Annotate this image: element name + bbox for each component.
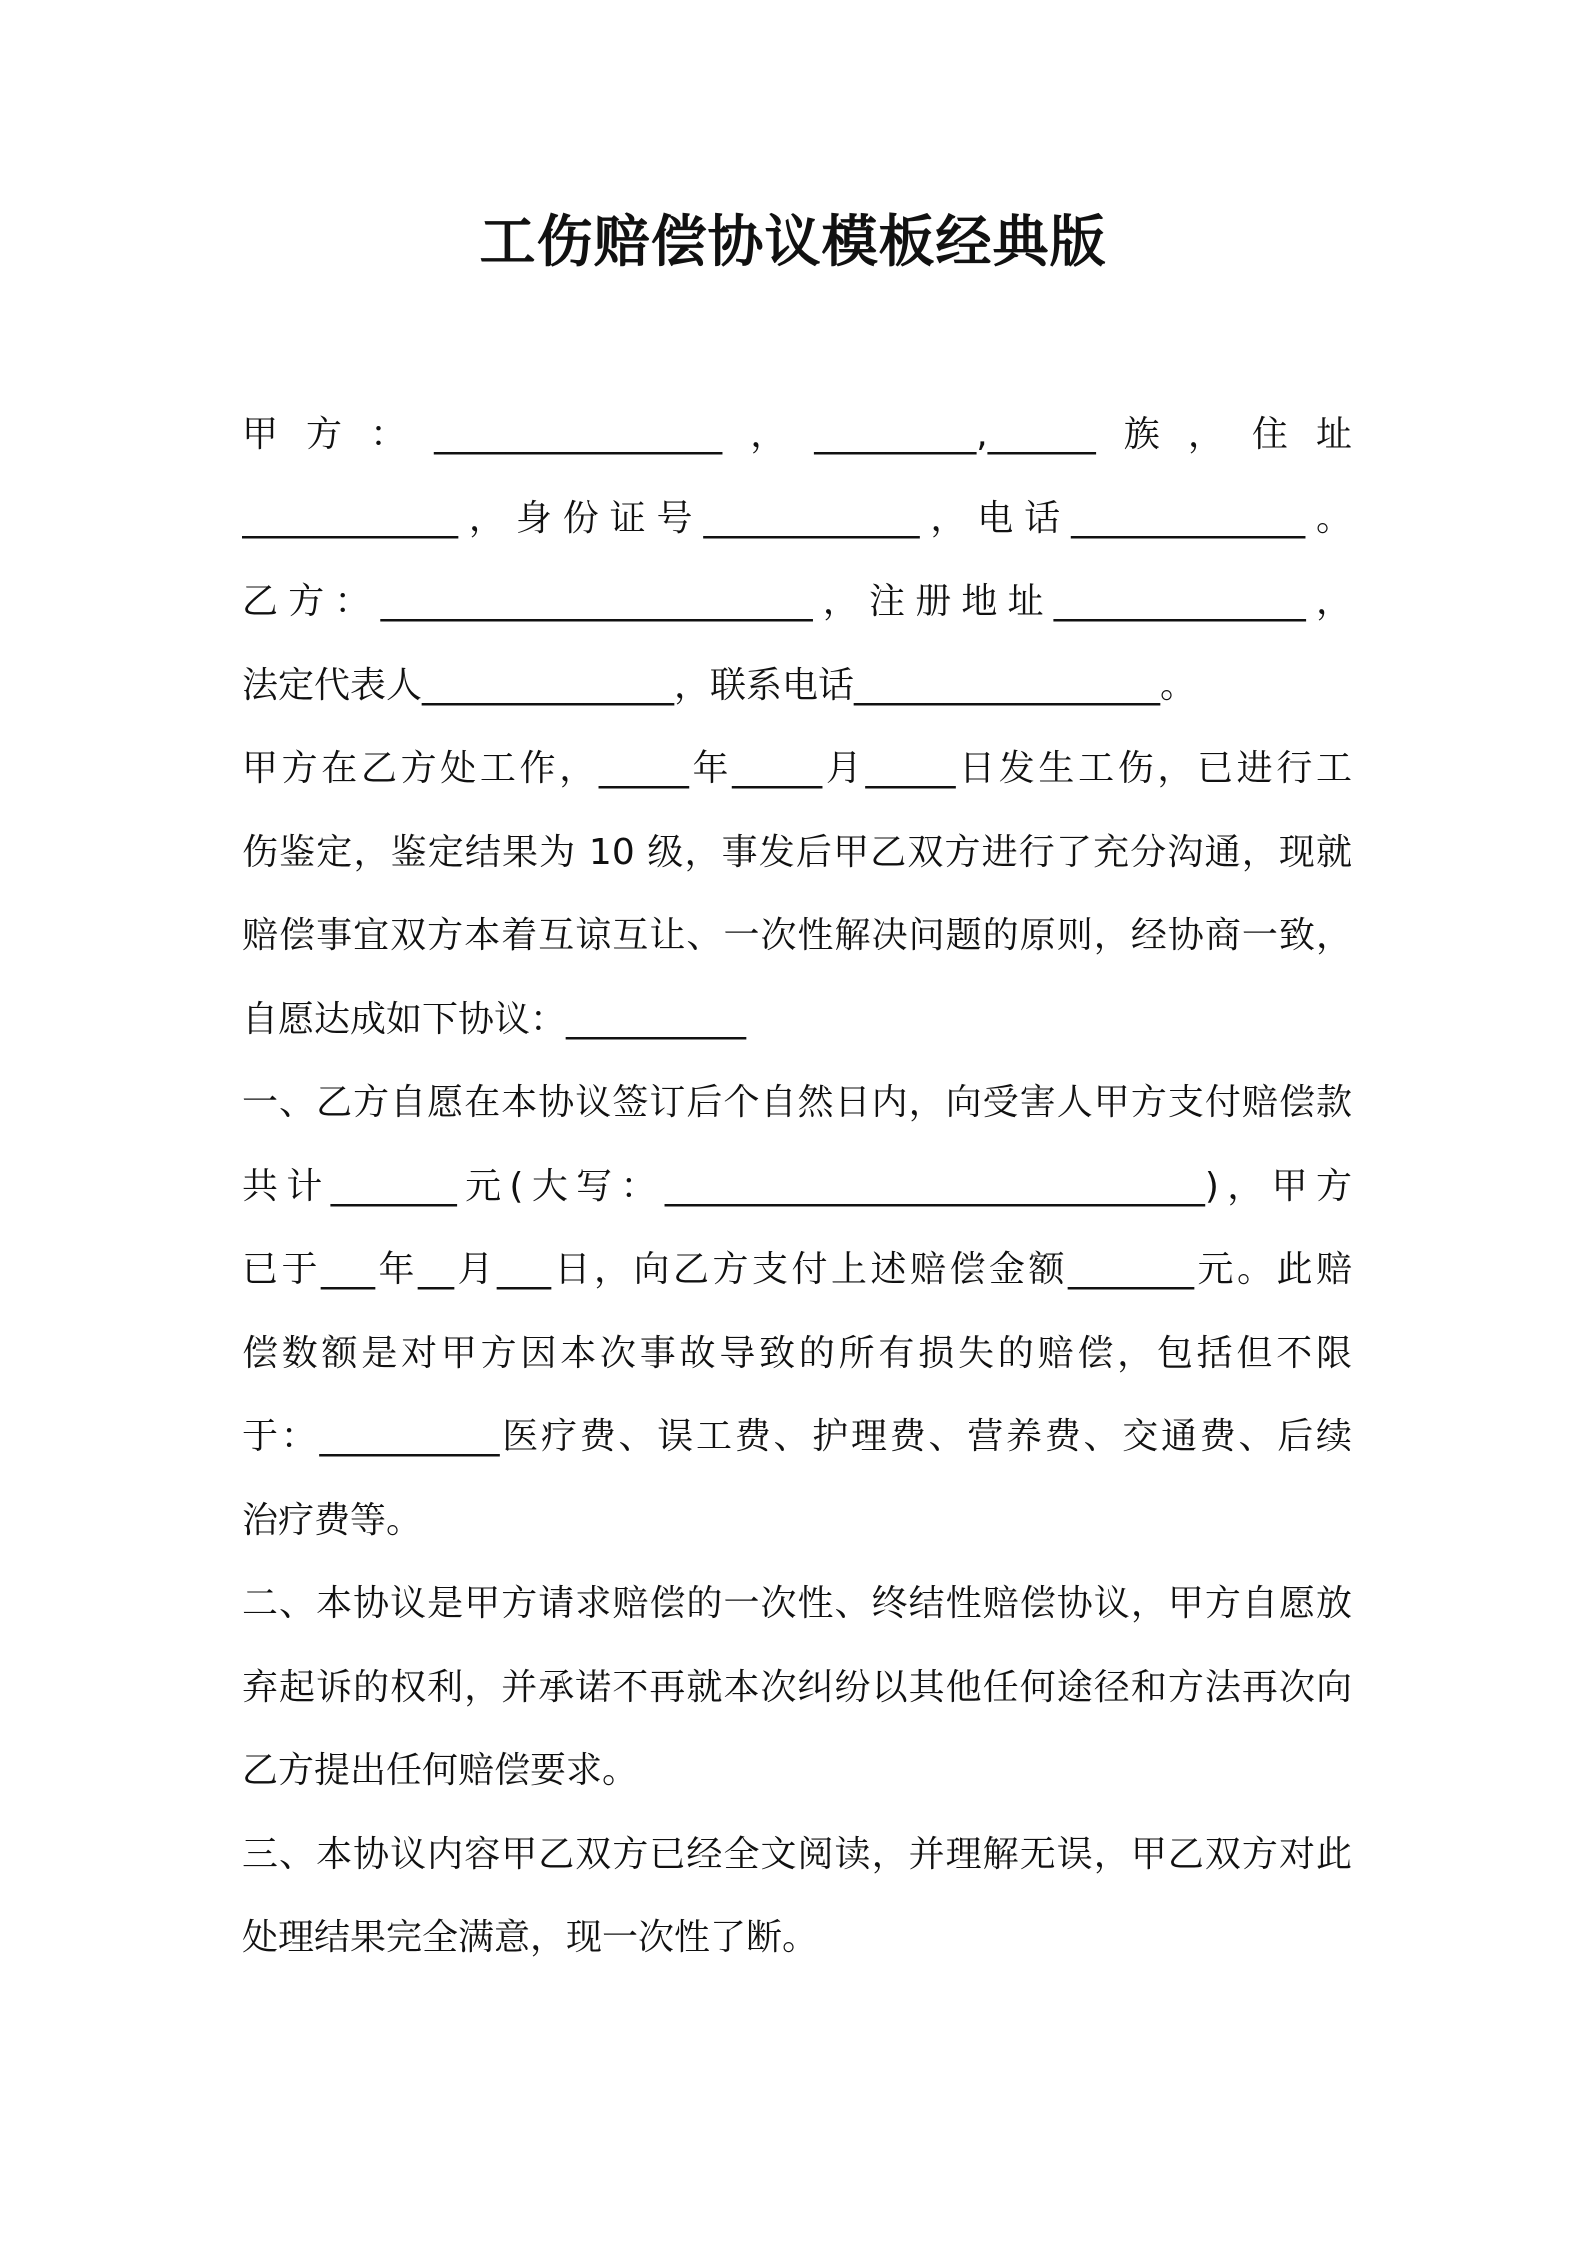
document-title: 工伤赔偿协议模板经典版 (479, 210, 1107, 275)
clause-1-line-6: 治疗费等。 (242, 1500, 423, 1541)
preamble-line-3: 赔偿事宜双方本着互谅互让、一次性解决问题的原则，经协商一致， (242, 915, 1352, 956)
party-a-line-2: ____________，身份证号____________，电话_____________。 (242, 498, 1352, 539)
preamble-line-1: 甲方在乙方处工作，_____年_____月_____日发生工伤，已进行工 (242, 748, 1352, 789)
clause-3-line-1: 三、本协议内容甲乙双方已经全文阅读，并理解无误，甲乙双方对此 (242, 1834, 1352, 1875)
clause-3-line-2: 处理结果完全满意，现一次性了断。 (242, 1917, 819, 1958)
clause-1-line-2: 共计_______元(大写：______________________________)，甲方 (242, 1166, 1352, 1207)
party-b-line-2: 法定代表人______________，联系电话_________________。 (242, 665, 1197, 706)
party-a-line-1: 甲方：________________，_________,______族，住址 (242, 414, 1352, 455)
clause-1-line-4: 偿数额是对甲方因本次事故导致的所有损失的赔偿，包括但不限 (242, 1333, 1352, 1374)
clause-1-line-1: 一、乙方自愿在本协议签订后个自然日内，向受害人甲方支付赔偿款 (242, 1082, 1352, 1123)
clause-1-line-3: 已于___年__月___日，向乙方支付上述赔偿金额_______元。此赔 (242, 1249, 1352, 1290)
preamble-line-4: 自愿达成如下协议：__________ (242, 999, 747, 1040)
party-b-line-1: 乙方：________________________，注册地址______________， (242, 581, 1352, 622)
clause-2-line-3: 乙方提出任何赔偿要求。 (242, 1750, 639, 1791)
preamble-line-2: 伤鉴定，鉴定结果为 10 级，事发后甲乙双方进行了充分沟通，现就 (242, 832, 1352, 873)
clause-2-line-2: 弃起诉的权利，并承诺不再就本次纠纷以其他任何途径和方法再次向 (242, 1667, 1352, 1708)
clause-1-line-5: 于：__________医疗费、误工费、护理费、营养费、交通费、后续 (242, 1416, 1352, 1457)
clause-2-line-1: 二、本协议是甲方请求赔偿的一次性、终结性赔偿协议，甲方自愿放 (242, 1583, 1352, 1624)
